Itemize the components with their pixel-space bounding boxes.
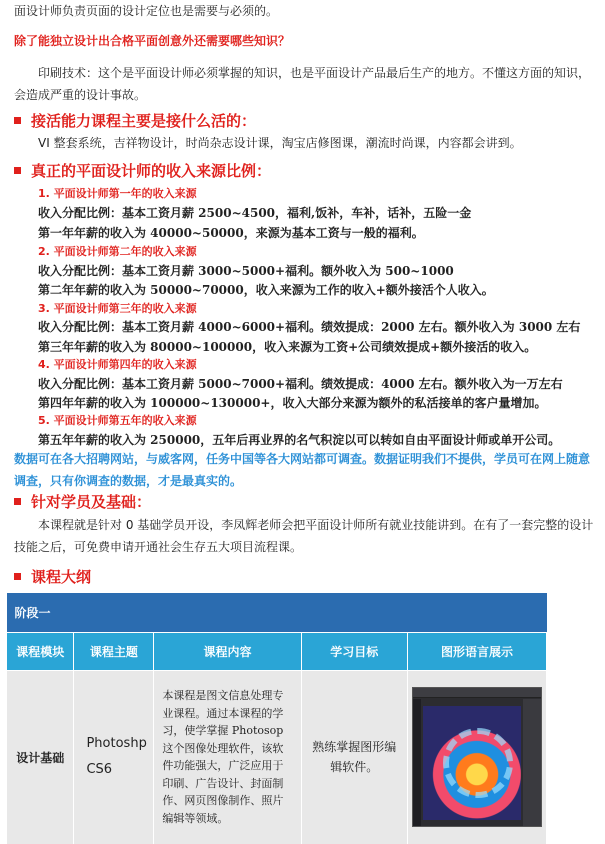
column-header: 课程内容 bbox=[154, 632, 301, 670]
income-line: 第三年年薪的收入为 80000~100000，收入来源为工资+公司绩效提成+额外接活的收入。 bbox=[38, 340, 537, 354]
topic-cell bbox=[74, 670, 154, 844]
artwork-ring bbox=[443, 728, 513, 798]
income-line: 第二年年薪的收入为 50000~70000，收入来源为工作的收入+额外接活个人收入。 bbox=[38, 283, 494, 297]
intro-line: 面设计师负责页面的设计定位也是需要与必须的。 bbox=[14, 4, 279, 18]
students-text: 本课程就是针对 0 基础学员开设，李凤辉老师会把平面设计师所有就业技能讲到。在有了一套完整的设计技能之后，可免费申请开通社会生存五大项目流程课。 bbox=[14, 518, 594, 554]
bullet-square-icon bbox=[14, 117, 21, 124]
topic-line: CS6 bbox=[86, 762, 113, 777]
table-row bbox=[7, 670, 547, 844]
outline-heading bbox=[14, 566, 91, 587]
income-line: 收入分配比例：基本工资月薪 2500~4500，福利,饭补，车补，话补，五险一金 bbox=[38, 206, 472, 220]
students-heading bbox=[14, 491, 151, 512]
bullet-square-icon bbox=[14, 573, 21, 580]
income-year-heading: 1. 平面设计师第一年的收入来源 bbox=[38, 187, 197, 200]
income-line: 第五年年薪的收入为 250000，五年后再业界的名气积淀以可以转如自由平面设计师或单开公司。 bbox=[38, 433, 561, 447]
data-note: 数据可在各大招聘网站，与威客网，任务中国等各大网站都可调查。数据证明我们不提供，学员可在网上随意调查，只有你调查的数据，才是最真实的。 bbox=[14, 452, 591, 488]
income-year-heading: 2. 平面设计师第二年的收入来源 bbox=[38, 245, 197, 258]
students-heading-text: 针对学员及基础： bbox=[31, 493, 152, 511]
toolbar bbox=[413, 699, 421, 826]
bullet-square-icon bbox=[14, 498, 21, 505]
photoshop-screenshot-image bbox=[412, 687, 542, 827]
jobs-heading bbox=[14, 110, 256, 131]
income-line: 收入分配比例：基本工资月薪 3000~5000+福利。额外收入为 500~1000 bbox=[38, 264, 454, 278]
jobs-heading-text: 接活能力课程主要是接什么活的： bbox=[31, 112, 257, 130]
jobs-text: VI 整套系统，吉祥物设计，时尚杂志设计课，淘宝店修图课，潮流时尚课，内容都会讲到。 bbox=[38, 136, 522, 150]
income-line: 第一年年薪的收入为 40000~50000，来源为基本工资与一般的福利。 bbox=[38, 226, 424, 240]
goal-cell: 熟练掌握图形编辑软件。 bbox=[301, 670, 407, 844]
income-year-heading: 3. 平面设计师第三年的收入来源 bbox=[38, 302, 197, 315]
print-paragraph: 印刷技术：这个是平面设计师必须掌握的知识，也是平面设计产品最后生产的地方。不懂这方面的知识，会造成严重的设计事故。 bbox=[14, 66, 591, 102]
column-header: 课程主题 bbox=[74, 632, 154, 670]
column-header: 课程模块 bbox=[7, 632, 74, 670]
income-line: 收入分配比例：基本工资月薪 5000~7000+福利。绩效提成：4000 左右。额外收入为一万左右 bbox=[38, 377, 563, 391]
income-line: 第四年年薪的收入为 100000~130000+，收入大部分来源为额外的私活接单的客户量增加。 bbox=[38, 396, 547, 410]
module-cell: 设计基础 bbox=[7, 670, 74, 844]
column-header: 图形语言展示 bbox=[407, 632, 546, 670]
stage-label: 阶段一 bbox=[7, 593, 547, 632]
income-year-heading: 5. 平面设计师第五年的收入来源 bbox=[38, 414, 197, 427]
income-heading-text: 真正的平面设计师的收入来源比例： bbox=[31, 162, 272, 180]
column-header: 学习目标 bbox=[301, 632, 407, 670]
topic-line: Photoshp bbox=[86, 736, 147, 751]
income-year-heading: 4. 平面设计师第四年的收入来源 bbox=[38, 358, 197, 371]
visual-cell bbox=[407, 670, 546, 844]
menu-bar bbox=[413, 688, 541, 698]
bullet-square-icon bbox=[14, 167, 21, 174]
course-outline-table bbox=[6, 593, 547, 844]
side-panel bbox=[523, 699, 541, 826]
outline-heading-text: 课程大纲 bbox=[31, 568, 92, 586]
question-heading: 除了能独立设计出合格平面创意外还需要哪些知识？ bbox=[14, 34, 291, 48]
income-heading bbox=[14, 160, 271, 181]
income-line: 收入分配比例：基本工资月薪 4000~6000+福利。绩效提成：2000 左右。额外收入为 3000 左右 bbox=[38, 320, 581, 334]
content-cell: 本课程是图文信息处理专业课程。通过本课程的学习，使学掌握 Photosop 这个图像处理软件，该软件功能强大，广泛应用于印刷、广告设计、封面制作、网页图像制作、照片编辑等领域。 bbox=[154, 670, 301, 844]
